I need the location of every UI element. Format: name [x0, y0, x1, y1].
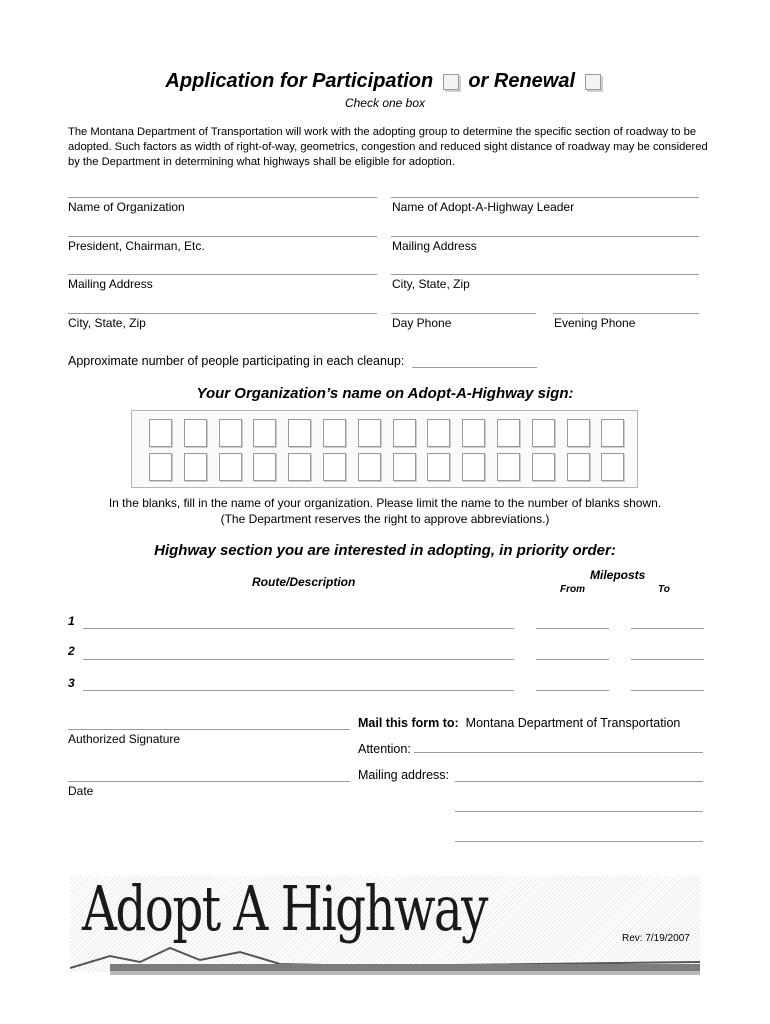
- participants-line[interactable]: [412, 367, 537, 368]
- sign-letter-box[interactable]: [497, 419, 520, 447]
- sign-letter-box[interactable]: [358, 419, 381, 447]
- from-header: From: [560, 584, 585, 595]
- renewal-checkbox[interactable]: [585, 74, 601, 90]
- org-mailing-address-line[interactable]: [68, 274, 377, 275]
- title-renewal: or Renewal: [468, 70, 576, 92]
- leader-name-label: Name of Adopt-A-Highway Leader: [392, 200, 575, 214]
- intro-paragraph: The Montana Department of Transportation will work with the adopting group to determine the specific section of roadway to be adopted. Such factors as width of right-of-way, geometrics, congestion and reduced sight distance of roadway may be considered by the Department in determining what highways shall be eligible for adoption.: [68, 126, 708, 168]
- sign-note-line1: In the blanks, fill in the name of your organization. Please limit the name to the number of blanks shown.: [108, 496, 662, 510]
- attention-line[interactable]: [414, 752, 703, 753]
- sign-letter-box[interactable]: [149, 419, 172, 447]
- leader-name-line[interactable]: [391, 197, 699, 198]
- route-3-line[interactable]: [83, 690, 514, 691]
- sign-letter-box[interactable]: [393, 419, 416, 447]
- mailing-address-label: Mailing address:: [358, 768, 450, 782]
- route-1-from-line[interactable]: [536, 628, 609, 629]
- route-3-to-line[interactable]: [631, 690, 704, 691]
- sign-heading: Your Organization’s name on Adopt-A-Highway sign:: [196, 385, 574, 402]
- mailing-address-line-1[interactable]: [455, 781, 703, 782]
- revision-date: Rev: 7/19/2007: [622, 933, 690, 944]
- org-mailing-address-label: Mailing Address: [68, 277, 153, 291]
- route-1-line[interactable]: [83, 628, 514, 629]
- sign-letter-box[interactable]: [184, 453, 207, 481]
- mountain-road-graphic: [70, 938, 700, 976]
- sign-letter-box[interactable]: [427, 419, 450, 447]
- highway-heading: Highway section you are interested in adopting, in priority order:: [154, 542, 616, 559]
- sign-letter-box[interactable]: [601, 453, 624, 481]
- leader-mailing-address-line[interactable]: [391, 236, 699, 237]
- route-1-to-line[interactable]: [631, 628, 704, 629]
- sign-letter-box[interactable]: [219, 419, 242, 447]
- organization-name-line[interactable]: [68, 197, 377, 198]
- sign-letter-box[interactable]: [358, 453, 381, 481]
- sign-letter-box[interactable]: [323, 419, 346, 447]
- leader-city-state-zip-label: City, State, Zip: [392, 277, 470, 291]
- sign-letter-box[interactable]: [253, 419, 276, 447]
- mail-to: [358, 716, 680, 730]
- route-row-number-2: 2: [68, 644, 75, 658]
- sign-letter-box[interactable]: [427, 453, 450, 481]
- sign-letter-box[interactable]: [462, 419, 485, 447]
- mail-to-label: Mail this form to:: [358, 716, 459, 730]
- route-2-line[interactable]: [83, 659, 514, 660]
- sign-letter-box[interactable]: [532, 453, 555, 481]
- sign-letter-box[interactable]: [288, 419, 311, 447]
- sign-letter-box[interactable]: [567, 419, 590, 447]
- title-participation: Application for Participation: [165, 70, 434, 92]
- attention-label: Attention:: [358, 742, 411, 756]
- sign-letter-box[interactable]: [393, 453, 416, 481]
- adopt-a-highway-logo: Adopt A Highway: [82, 872, 487, 945]
- sign-letter-box[interactable]: [219, 453, 242, 481]
- president-line[interactable]: [68, 236, 377, 237]
- signature-line[interactable]: [68, 729, 350, 730]
- sign-letter-box[interactable]: [323, 453, 346, 481]
- route-2-to-line[interactable]: [631, 659, 704, 660]
- check-one-box-note: Check one box: [344, 96, 426, 110]
- sign-letter-box[interactable]: [462, 453, 485, 481]
- evening-phone-line[interactable]: [553, 313, 699, 314]
- mail-recipient: Montana Department of Transportation: [465, 716, 681, 730]
- sign-letter-box[interactable]: [253, 453, 276, 481]
- sign-letter-box[interactable]: [184, 419, 207, 447]
- route-2-from-line[interactable]: [536, 659, 609, 660]
- sign-letter-box[interactable]: [149, 453, 172, 481]
- mailing-address-line-3[interactable]: [455, 841, 703, 842]
- day-phone-label: Day Phone: [392, 316, 452, 330]
- sign-letter-box[interactable]: [567, 453, 590, 481]
- road-band: [110, 964, 700, 971]
- sign-note-line2: (The Department reserves the right to approve abbreviations.): [220, 512, 550, 526]
- evening-phone-label: Evening Phone: [554, 316, 636, 330]
- org-city-state-zip-line[interactable]: [68, 313, 377, 314]
- leader-mailing-address-label: Mailing Address: [392, 239, 477, 253]
- route-3-from-line[interactable]: [536, 690, 609, 691]
- route-row-number-3: 3: [68, 676, 75, 690]
- sign-letter-box[interactable]: [288, 453, 311, 481]
- route-row-number-1: 1: [68, 614, 75, 628]
- org-city-state-zip-label: City, State, Zip: [68, 316, 146, 330]
- sign-letter-box[interactable]: [497, 453, 520, 481]
- form-title: [0, 70, 770, 93]
- president-label: President, Chairman, Etc.: [68, 239, 205, 253]
- road-shadow: [110, 971, 700, 975]
- leader-city-state-zip-line[interactable]: [391, 274, 699, 275]
- sign-letter-box[interactable]: [601, 419, 624, 447]
- route-header: Route/Description: [252, 575, 356, 589]
- sign-letter-box[interactable]: [532, 419, 555, 447]
- sign-name-grid: [131, 410, 638, 488]
- participants-label: Approximate number of people participating in each cleanup:: [68, 354, 405, 368]
- organization-name-label: Name of Organization: [68, 200, 185, 214]
- date-label: Date: [68, 784, 94, 798]
- mileposts-header: Mileposts: [590, 568, 646, 582]
- authorized-signature-label: Authorized Signature: [68, 732, 181, 746]
- date-line[interactable]: [68, 781, 350, 782]
- to-header: To: [658, 584, 670, 595]
- mailing-address-line-2[interactable]: [455, 811, 703, 812]
- day-phone-line[interactable]: [391, 313, 536, 314]
- participation-checkbox[interactable]: [443, 74, 459, 90]
